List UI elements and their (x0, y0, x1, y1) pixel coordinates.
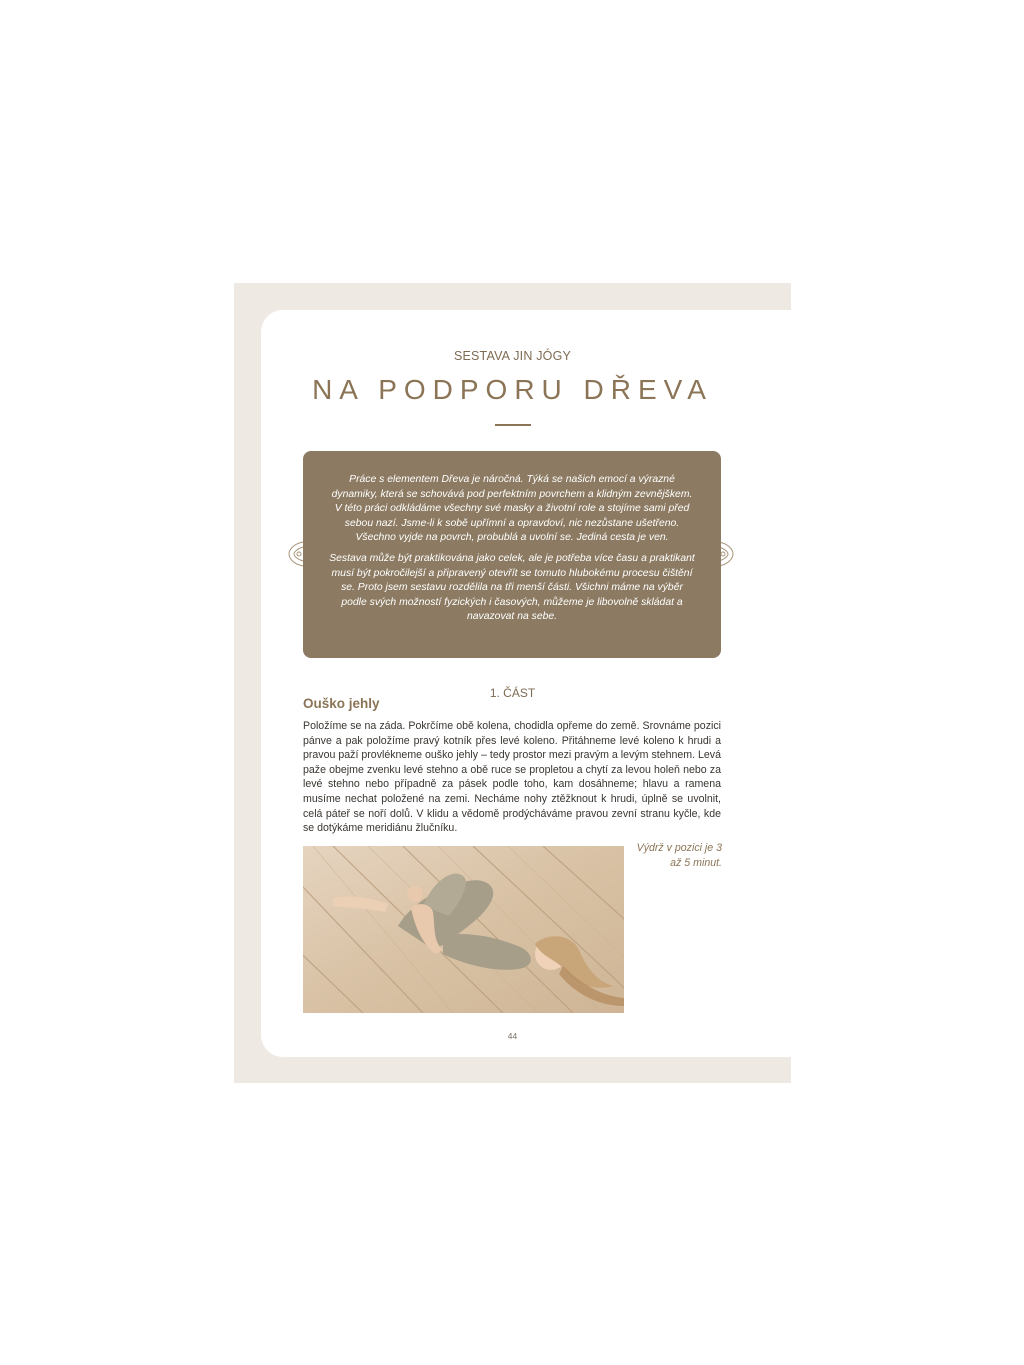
title-divider (495, 424, 531, 426)
part-label: 1. ČÁST (489, 686, 536, 700)
intro-box (303, 451, 721, 658)
pose-title: Ouško jehly (303, 696, 380, 711)
intro-paragraph-1: Práce s elementem Dřeva je náročná. Týká se našich emocí a výrazné dynamiky, která se schovává pod perfektním povrchem a klidným zevnějškem. V této práci odkládáme všechny své masky a životní role a stojíme sami před sebou nazí. Jsme-li k sobě upřímní a opravdoví, nic nezůstane ušetřeno. Všechno vyjde na povrch, probublá a uvolní se. Jediná cesta je ven. (331, 474, 693, 544)
intro-paragraph-2: Sestava může být praktikována jako celek, ale je potřeba více času a praktikant musí být pokročilejší a připravený otevřít se tomuto hlubokému procesu čištění se. Proto jsem sestavu rozdělila na tři menší části. Všichni máme na výběr podle svých možností fyzických i časových, můžeme je libovolně skládat a navazovat na sebe. (329, 552, 695, 623)
page-title: NA PODPORU DŘEVA (312, 374, 713, 405)
section-eyebrow: SESTAVA JIN JÓGY (453, 349, 572, 363)
pose-instructions: Položíme se na záda. Pokrčíme obě kolena, chodidla opřeme do země. Srovnáme pozici pánve a pak položíme pravý kotník přes levé koleno. Přitáhneme levé koleno k hrudi a pravou paží provlékneme ouško jehly – tedy prostor mezi pravým a levým stehnem. Levá paže obejme zvenku levé stehno a obě ruce se propletou a chytí za levou holeň nebo za levé stehno nebo případně za pásek podle toho, kam dosáhneme; hlavu a ramena musíme nechat položené na zemi. Necháme nohy ztěžknout k hrudi, úplně se uvolnit, celá páteř se noří dolů. V klidu a vědomě prodýcháváme pravou zevní stranu kyčle, kde se dotýkáme meridiánu žlučníku. (303, 720, 721, 835)
pose-photo (303, 846, 624, 1013)
hold-time-caption: Výdrž v pozici je 3 až 5 minut. (636, 842, 722, 869)
page-number: 44 (507, 1031, 518, 1041)
